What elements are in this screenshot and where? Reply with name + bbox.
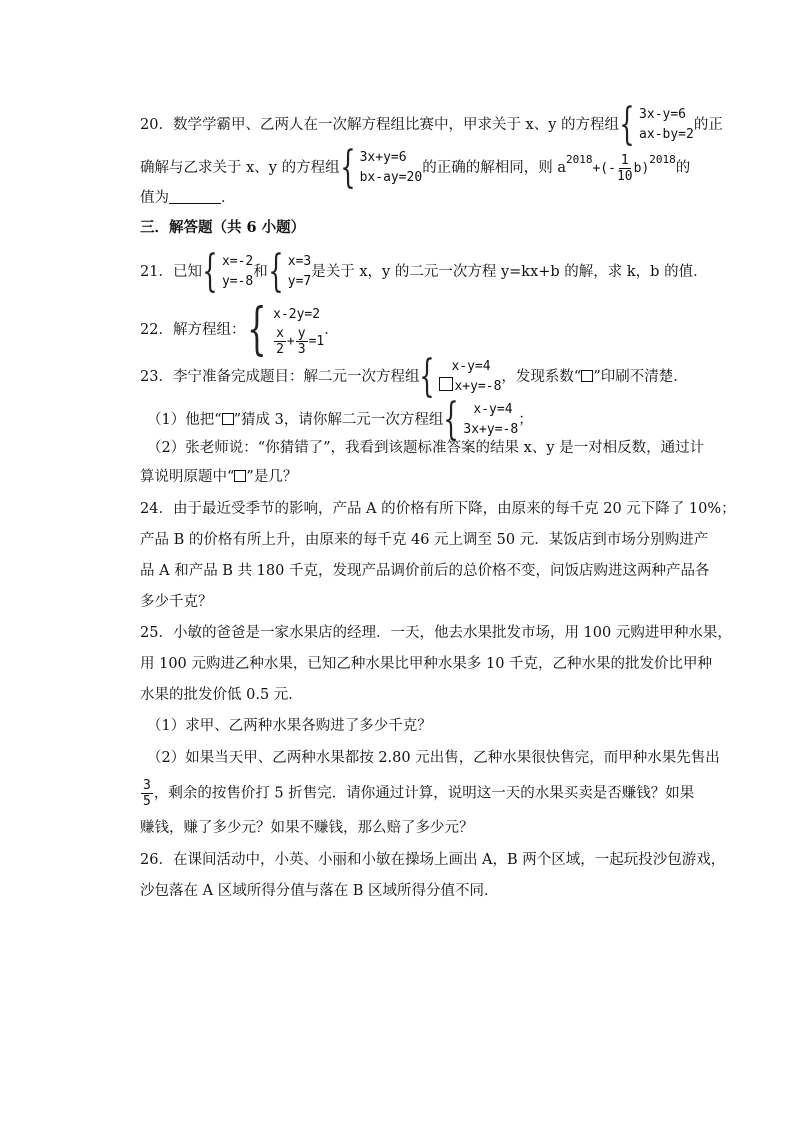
question-text: ． (221, 190, 236, 206)
question-text: 值为 (140, 190, 169, 206)
fraction: $\frac{1}{10}$ (616, 152, 633, 184)
equation: y=7 (287, 274, 312, 289)
question-25-line-1: 25．小敏的爸爸是一家水果店的经理．一天，他去水果批发市场，用 100 元购进甲种水果， (140, 625, 732, 641)
question-25-line-3: 水果的批发价低 0.5 元． (140, 687, 303, 703)
question-number: 22． (140, 322, 173, 338)
question-25-part-2-line-1: （2）如果当天甲、乙两种水果都按 2.80 元出售，乙种水果很快售完，而甲种水果先售出 (147, 750, 720, 766)
question-text: ． (324, 322, 339, 338)
question-21 (140, 246, 708, 297)
equation-system: { x=-2 y=-8 (202, 246, 254, 297)
square-symbol (581, 370, 593, 382)
question-24-line-3: 品 A 和产品 B 共 180 千克，发现产品调价前后的总价格不变，问饭店购进这两种产品各 (140, 563, 710, 579)
question-text: ，剩余的按售价打 5 折售完．请你通过计算，说明这一天的水果买卖是否赚钱？如果 (153, 785, 695, 802)
question-20-line-1 (140, 99, 723, 150)
question-text: ； (518, 412, 533, 428)
question-text: 解方程组： (172, 322, 246, 338)
equation-system: { 3x+y=6 bx-ay=20 (339, 142, 423, 193)
question-25-line-2: 用 100 元购进乙种水果，已知乙种水果比甲种水果多 10 千克，乙种水果的批发价比甲种 (140, 656, 713, 672)
question-25-part-2-line-2 (140, 778, 694, 809)
question-24-line-2: 产品 B 的价格有所上升，由原来的每千克 46 元上调至 50 元．某饭店到市场分别购进产 (140, 532, 709, 548)
question-text: （1）他把“ (147, 412, 222, 428)
question-25-part-1: （1）求甲、乙两种水果各购进了多少千克？ (147, 718, 432, 734)
equation: 3x+y=-8 (463, 422, 519, 437)
equation: x-y=4 (473, 402, 513, 417)
equation-system: { x=3 y=7 (268, 246, 312, 297)
equation-system: { 3x-y=6 ax-by=2 (619, 99, 694, 150)
question-text: ”猜成 3，请你解二元一次方程组 (233, 412, 444, 428)
question-text: 确解与乙求关于 x、y 的方程组 (140, 160, 340, 176)
equation-system: { x-2y=2 $\frac{x}{2}$ + $\frac{y}{3}$ =1 (247, 297, 325, 362)
section-heading: 三．解答题（共 6 小题） (140, 219, 306, 236)
question-text: 是关于 x，y 的二元一次方程 y=kx+b 的解，求 k，b 的值． (311, 264, 708, 280)
question-number: 20． (140, 117, 173, 133)
equation: 3x+y=6 (359, 150, 407, 165)
fraction: $\frac{3}{5}$ (143, 778, 151, 809)
equation: x-y=4 (451, 359, 491, 374)
exponent: 2018 (565, 153, 593, 166)
question-23-line-1 (140, 351, 688, 402)
equation: x+y=-8 (439, 377, 501, 397)
question-text: ”印刷不清楚． (593, 369, 688, 385)
question-23-part-1 (147, 394, 533, 445)
question-22 (140, 297, 339, 362)
question-26-line-1: 26．在课间活动中，小英、小丽和小敏在操场上画出 A，B 两个区域，一起玩投沙包游戏， (140, 852, 726, 868)
equation-system: { x-y=4 x+y=-8 (419, 351, 502, 402)
question-text: 的正确的解相同，则 a (422, 160, 566, 176)
question-text: 和 (253, 264, 268, 280)
exponent: 2018 (649, 153, 676, 166)
question-26-line-2: 沙包落在 A 区域所得分值与落在 B 区域所得分值不同． (140, 883, 499, 899)
question-text: ，发现系数“ (501, 369, 582, 385)
equation-system: { x-y=4 3x+y=-8 (443, 394, 519, 445)
equation: $\frac{x}{2}$ + $\frac{y}{3}$ =1 (276, 325, 325, 357)
question-25-part-2-line-3: 赚钱，赚了多少元？如果不赚钱，那么赔了多少元？ (140, 820, 474, 836)
question-24-line-4: 多少千克？ (140, 594, 213, 610)
unclear-coefficient-box (439, 377, 453, 391)
question-text: 的正 (693, 117, 723, 133)
question-23-part-2-line-2 (140, 467, 297, 487)
question-24-line-1: 24．由于最近受季节的影响，产品 A 的价格有所下降，由原来的每千克 20 元下降了 10%； (140, 501, 736, 517)
question-text: 已知 (172, 264, 202, 280)
math-term: b) (633, 161, 650, 176)
question-text: 李宁准备完成题目：解二元一次方程组 (172, 369, 420, 385)
equation: x-2y=2 (273, 306, 321, 322)
answer-blank[interactable] (169, 189, 221, 204)
equation: 3x-y=6 (639, 107, 687, 122)
math-operator: +(- (592, 161, 616, 176)
question-20-line-2 (140, 142, 691, 193)
question-text: ”是几？ (246, 469, 298, 485)
question-text: 的 (675, 160, 691, 176)
question-text: 数学学霸甲、乙两人在一次解方程组比赛中，甲求关于 x、y 的方程组 (172, 117, 620, 133)
square-symbol (222, 413, 234, 425)
equation: x=3 (287, 254, 312, 269)
equation: ax-by=2 (639, 127, 694, 142)
equation: x=-2 (221, 254, 254, 269)
square-symbol (234, 470, 246, 482)
question-number: 23． (140, 369, 173, 385)
question-23-part-2-line-1: （2）张老师说：“你猜错了”，我看到该题标准答案的结果 x、y 是一对相反数，通过计 (147, 440, 705, 456)
question-number: 21． (140, 264, 173, 280)
equation: bx-ay=20 (359, 170, 423, 185)
equation: y=-8 (221, 274, 254, 289)
question-20-line-3 (140, 188, 236, 208)
question-text: 算说明原题中“ (140, 469, 235, 485)
